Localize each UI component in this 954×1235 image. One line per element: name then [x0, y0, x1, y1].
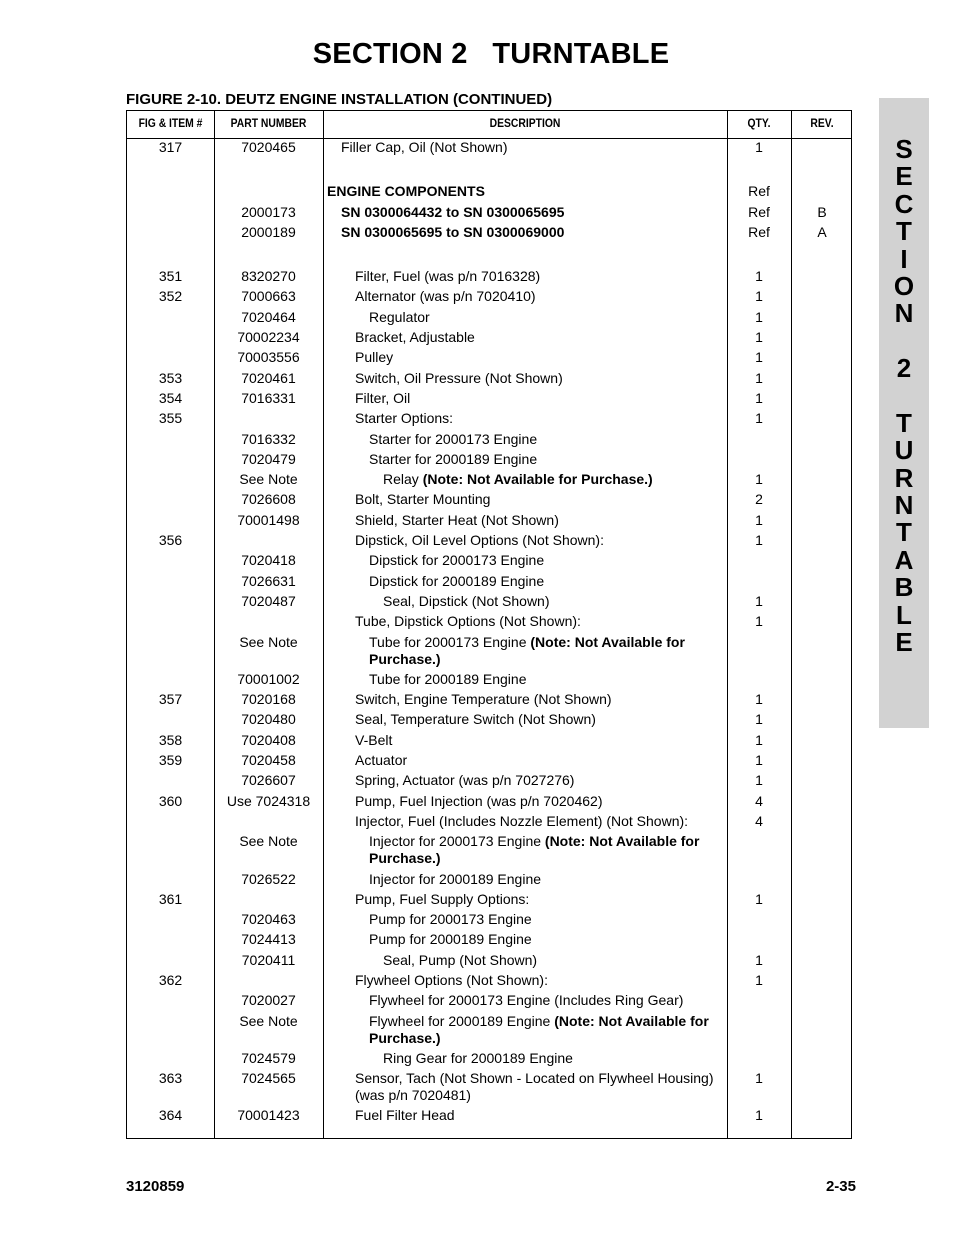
table-row	[127, 573, 851, 593]
description-text: Injector for 2000189 Engine	[369, 870, 542, 887]
part-number: 7024565	[241, 1070, 296, 1087]
quantity: 1	[755, 731, 763, 748]
description-text: Bracket, Adjustable	[355, 329, 475, 346]
quantity: 1	[755, 890, 763, 907]
table-row	[127, 288, 851, 308]
header-qty: QTY.	[747, 118, 771, 130]
description	[369, 1013, 723, 1047]
table-row	[127, 532, 851, 552]
description-text: Tube, Dipstick Options (Not Shown):	[355, 613, 581, 630]
table-row	[127, 552, 851, 572]
part-number: 7026608	[241, 491, 296, 508]
description-text: Switch, Engine Temperature (Not Shown)	[355, 691, 612, 708]
description	[369, 931, 723, 948]
fig-item-number: 354	[158, 389, 183, 406]
table-row	[127, 1070, 851, 1107]
fig-item-number: 359	[158, 752, 183, 769]
table-row	[127, 370, 851, 390]
part-number: 7020487	[241, 592, 296, 609]
table-row	[127, 911, 851, 931]
description	[369, 634, 723, 668]
table-row	[127, 491, 851, 511]
description-text: Alternator (was p/n 7020410)	[355, 288, 536, 305]
quantity: 1	[755, 308, 763, 325]
description-text: Filler Cap, Oil (Not Shown)	[341, 139, 508, 155]
side-tab-letter: T	[896, 216, 912, 247]
description-text: Bolt, Starter Mounting	[355, 491, 491, 508]
quantity: 1	[755, 691, 763, 708]
table-row	[127, 952, 851, 972]
description-text: Fuel Filter Head	[355, 1107, 455, 1124]
fig-item-number: 358	[158, 731, 183, 748]
part-number: See Note	[239, 471, 298, 488]
description	[355, 891, 723, 908]
description	[355, 349, 723, 366]
description-text: Dipstick for 2000189 Engine	[369, 572, 545, 589]
table-row	[127, 593, 851, 613]
description-text: Dipstick, Oil Level Options (Not Shown):	[355, 532, 604, 549]
table-row	[127, 972, 851, 992]
fig-item-number: 364	[158, 1107, 183, 1124]
part-number: 7020411	[241, 951, 296, 968]
header-part-number: PART NUMBER	[230, 118, 307, 130]
description	[341, 139, 723, 156]
table-row	[127, 833, 851, 870]
table-row	[127, 1013, 851, 1050]
document-number: 3120859	[126, 1178, 185, 1195]
quantity: 1	[755, 1070, 763, 1087]
side-tab-letter	[879, 383, 929, 410]
quantity: 2	[755, 491, 763, 508]
part-number: 7020464	[241, 308, 296, 325]
description	[355, 1107, 723, 1124]
table-body	[127, 139, 851, 1128]
description	[355, 491, 723, 508]
table-row	[127, 732, 851, 752]
description-text: ENGINE COMPONENTS	[327, 183, 485, 200]
table-row	[127, 691, 851, 711]
description	[355, 813, 723, 830]
description	[355, 370, 723, 387]
description	[355, 613, 723, 630]
table-row	[127, 634, 851, 671]
description-text: Tube for 2000189 Engine	[369, 670, 527, 687]
description-text: Shield, Starter Heat (Not Shown)	[355, 511, 559, 528]
table-row	[127, 471, 851, 491]
part-number: 70001498	[237, 511, 300, 528]
table-row	[127, 1107, 851, 1127]
description	[383, 471, 723, 488]
fig-item-number: 356	[158, 532, 183, 549]
quantity: 1	[755, 389, 763, 406]
quantity: 4	[755, 812, 763, 829]
quantity: 1	[755, 410, 763, 427]
description-text: Filter, Fuel (was p/n 7016328)	[355, 268, 541, 285]
quantity: 1	[755, 329, 763, 346]
quantity: 1	[755, 1107, 763, 1124]
side-tab-letter: L	[896, 599, 912, 630]
fig-item-number: 363	[158, 1070, 183, 1087]
description-text: Seal, Pump (Not Shown)	[383, 951, 538, 968]
table-row	[127, 992, 851, 1012]
description	[369, 552, 723, 569]
description	[355, 732, 723, 749]
part-number: 7020479	[241, 450, 296, 467]
table-row	[127, 410, 851, 430]
description	[355, 329, 723, 346]
table-row	[127, 1050, 851, 1070]
quantity: 1	[755, 532, 763, 549]
table-header-row	[127, 111, 851, 139]
page-number: 2-35	[825, 1178, 856, 1195]
description	[355, 711, 723, 728]
description	[341, 204, 723, 221]
description-text: Pump for 2000173 Engine	[369, 911, 532, 928]
side-tab-letter: E	[895, 627, 913, 658]
part-number: 7020458	[241, 752, 296, 769]
description-text: Pulley	[355, 349, 394, 366]
part-number: 8320270	[241, 268, 296, 285]
revision: A	[817, 223, 827, 240]
description-text: Flywheel for 2000189 Engine	[369, 1012, 555, 1029]
side-tab-letter: B	[894, 572, 914, 603]
availability-note: (Note: Not Available for Purchase.)	[369, 633, 685, 667]
description	[369, 871, 723, 888]
side-tab-letters	[879, 136, 929, 656]
description-text: Seal, Temperature Switch (Not Shown)	[355, 711, 596, 728]
description	[369, 573, 723, 590]
description	[355, 268, 723, 285]
table-row	[127, 451, 851, 471]
description	[355, 512, 723, 529]
description-text: Spring, Actuator (was p/n 7027276)	[355, 772, 575, 789]
quantity: 1	[755, 951, 763, 968]
part-number: 2000189	[241, 223, 296, 240]
part-number: 7020168	[241, 691, 296, 708]
part-number: 70001423	[237, 1107, 300, 1124]
part-number: 7026631	[241, 572, 296, 589]
quantity: 1	[755, 711, 763, 728]
fig-item-number: 362	[158, 971, 183, 988]
quantity: 4	[755, 792, 763, 809]
description-text: Actuator	[355, 752, 408, 769]
fig-item-number: 351	[158, 268, 183, 285]
side-tab-letter: S	[895, 134, 913, 164]
description-text: Filter, Oil	[355, 389, 411, 406]
description	[369, 833, 723, 867]
table-row	[127, 871, 851, 891]
side-tab-letter: N	[894, 298, 914, 329]
fig-item-number: 353	[158, 369, 183, 386]
description	[355, 972, 723, 989]
description-text: Dipstick for 2000173 Engine	[369, 552, 545, 569]
side-tab-letter: U	[894, 435, 914, 466]
side-tab-letter: E	[895, 161, 913, 192]
side-tab-letter: N	[894, 490, 914, 521]
description-text: V-Belt	[355, 731, 393, 748]
part-number: 7026522	[241, 870, 296, 887]
table-row	[127, 891, 851, 911]
revision: B	[817, 203, 827, 220]
table-row	[127, 931, 851, 951]
part-number: 7000663	[241, 288, 296, 305]
description-text: Switch, Oil Pressure (Not Shown)	[355, 369, 563, 386]
table-row	[127, 613, 851, 633]
side-tab-letter: 2	[896, 353, 912, 384]
availability-note: (Note: Not Available for Purchase.)	[369, 833, 700, 867]
description-text: Regulator	[369, 308, 430, 325]
description-text: Injector for 2000173 Engine	[369, 833, 545, 850]
part-number: 7024413	[241, 931, 296, 948]
side-tab-letter: C	[894, 188, 914, 219]
quantity: 1	[755, 471, 763, 488]
part-number: 7026607	[241, 772, 296, 789]
side-tab-letter: T	[896, 517, 912, 548]
fig-item-number: 317	[158, 139, 183, 155]
quantity: 1	[755, 613, 763, 630]
quantity: 1	[755, 772, 763, 789]
section-title: SECTION 2 TURNTABLE	[312, 38, 670, 70]
description	[369, 431, 723, 448]
part-number: 7020027	[241, 992, 296, 1009]
quantity: 1	[755, 349, 763, 366]
description	[355, 772, 723, 789]
description-text: Pump, Fuel Supply Options:	[355, 890, 530, 907]
table-row	[127, 772, 851, 792]
quantity: 1	[755, 369, 763, 386]
table-row	[127, 512, 851, 532]
part-number: See Note	[239, 1012, 298, 1029]
description	[369, 671, 723, 688]
quantity: 1	[755, 971, 763, 988]
description-text: Starter for 2000173 Engine	[369, 430, 538, 447]
description	[355, 410, 723, 427]
table-row	[127, 793, 851, 813]
table-row	[127, 711, 851, 731]
part-number: 7016332	[241, 430, 296, 447]
part-number: 70003556	[237, 349, 300, 366]
description	[355, 691, 723, 708]
table-row	[127, 204, 851, 224]
quantity: Ref	[748, 183, 770, 200]
description	[327, 183, 723, 200]
quantity: 1	[755, 268, 763, 285]
description-text: Starter for 2000189 Engine	[369, 450, 538, 467]
fig-item-number: 355	[158, 410, 183, 427]
description	[355, 1070, 723, 1104]
part-number: 7020418	[241, 552, 296, 569]
table-row	[127, 431, 851, 451]
description-text: Relay	[383, 471, 423, 488]
section-side-tab	[879, 98, 929, 728]
quantity: Ref	[748, 223, 770, 240]
part-number: 2000173	[241, 203, 296, 220]
description-text: Seal, Dipstick (Not Shown)	[383, 592, 550, 609]
description	[383, 952, 723, 969]
description-text: Injector, Fuel (Includes Nozzle Element) (Not Shown):	[355, 812, 689, 829]
part-number: 7020463	[241, 911, 296, 928]
side-tab-letter: R	[894, 462, 914, 493]
header-description: DESCRIPTION	[489, 118, 561, 130]
header-fig-item: FIG & ITEM #	[138, 118, 203, 130]
figure-title: FIGURE 2-10. DEUTZ ENGINE INSTALLATION (CONTINUED)	[126, 91, 553, 108]
description-text: Tube for 2000173 Engine	[369, 633, 531, 650]
table-row	[127, 224, 851, 244]
description	[355, 288, 723, 305]
table-row	[127, 813, 851, 833]
side-tab-letter: O	[893, 270, 915, 301]
description-text: SN 0300065695 to SN 0300069000	[341, 223, 565, 240]
description	[341, 224, 723, 241]
description	[369, 309, 723, 326]
description-text: Flywheel for 2000173 Engine (Includes Ring Gear)	[369, 992, 684, 1009]
description	[383, 593, 723, 610]
description	[369, 911, 723, 928]
fig-item-number: 361	[158, 890, 183, 907]
part-number: 7020461	[241, 369, 296, 386]
table-row	[127, 139, 851, 159]
table-row	[127, 349, 851, 369]
quantity: 1	[755, 592, 763, 609]
description	[369, 992, 723, 1009]
part-number: 7020408	[241, 731, 296, 748]
description	[355, 752, 723, 769]
fig-item-number: 360	[158, 792, 183, 809]
fig-item-number: 357	[158, 691, 183, 708]
fig-item-number: 352	[158, 288, 183, 305]
quantity: 1	[755, 288, 763, 305]
part-number: Use 7024318	[226, 792, 311, 809]
table-row	[127, 268, 851, 288]
description-text: Pump, Fuel Injection (was p/n 7020462)	[355, 792, 603, 809]
description	[369, 451, 723, 468]
table-row	[127, 309, 851, 329]
description	[355, 793, 723, 810]
table-row	[127, 183, 851, 203]
side-tab-letter: T	[896, 407, 912, 438]
part-number: 7016331	[241, 389, 296, 406]
part-number: 7020480	[241, 711, 296, 728]
quantity: 1	[755, 511, 763, 528]
description-text: SN 0300064432 to SN 0300065695	[341, 203, 565, 220]
description-text: Pump for 2000189 Engine	[369, 931, 532, 948]
availability-note: (Note: Not Available for Purchase.)	[422, 471, 653, 488]
description-text: Sensor, Tach (Not Shown - Located on Flywheel Housing) (was p/n 7020481)	[355, 1070, 714, 1104]
part-number: 7020465	[241, 139, 296, 155]
part-number: 70001002	[237, 670, 300, 687]
side-tab-letter: A	[894, 544, 914, 575]
part-number: 7024579	[241, 1049, 296, 1066]
quantity: Ref	[748, 203, 770, 220]
table-row	[127, 329, 851, 349]
side-tab-letter	[879, 328, 929, 355]
table-row	[127, 671, 851, 691]
quantity: 1	[755, 752, 763, 769]
quantity: 1	[755, 139, 763, 155]
table-row	[127, 390, 851, 410]
description	[355, 532, 723, 549]
description	[383, 1050, 723, 1067]
part-number: 70002234	[237, 329, 300, 346]
side-tab-letter: I	[900, 243, 908, 274]
part-number: See Note	[239, 633, 298, 650]
header-rev: REV.	[810, 118, 834, 130]
table-row	[127, 752, 851, 772]
parts-list-table	[126, 110, 852, 1139]
description-text: Flywheel Options (Not Shown):	[355, 971, 548, 988]
description-text: Starter Options:	[355, 410, 454, 427]
description-text: Ring Gear for 2000189 Engine	[383, 1049, 573, 1066]
availability-note: (Note: Not Available for Purchase.)	[369, 1012, 709, 1046]
description	[355, 390, 723, 407]
part-number: See Note	[239, 833, 298, 850]
